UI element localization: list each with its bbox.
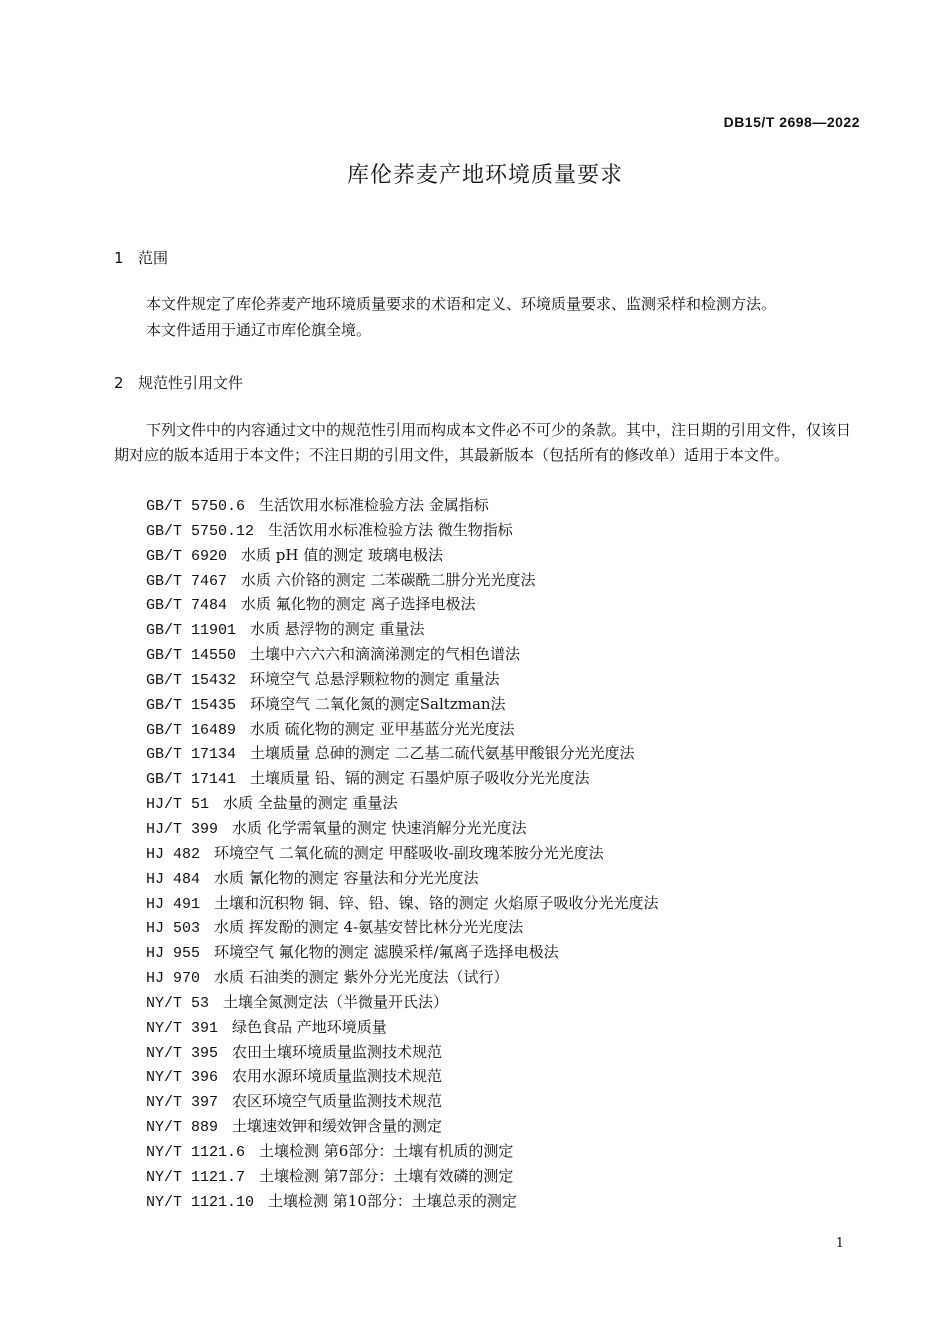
reference-item [146,617,659,642]
reference-title: 土壤质量 铅、镉的测定 石墨炉原子吸收分光光度法 [250,769,590,788]
reference-item [146,791,659,816]
section-heading-scope [114,247,168,268]
reference-code: NY/T 395 [146,1044,219,1062]
reference-list [146,493,659,1213]
reference-item [146,1040,659,1065]
scope-paragraph-2: 本文件适用于通辽市库伦旗全境。 [146,321,372,339]
reference-item [146,1015,659,1040]
reference-title: 农田土壤环境质量监测技术规范 [232,1042,443,1061]
reference-code: GB/T 5750.6 [146,498,246,515]
reference-code: NY/T 397 [146,1094,219,1112]
reference-code: HJ 970 [146,970,201,988]
reference-title: 土壤中六六六和滴滴涕测定的气相色谱法 [250,645,521,664]
reference-title: 水质 硫化物的测定 亚甲基蓝分光光度法 [250,719,515,738]
reference-item [146,1064,659,1089]
reference-title: 水质 全盐量的测定 重量法 [223,794,398,813]
reference-code: HJ 482 [146,845,201,863]
document-title: 库伦荞麦产地环境质量要求 [346,163,623,188]
reference-title: 土壤检测 第7部分：土壤有效磷的测定 [259,1166,514,1185]
reference-item [146,816,659,841]
reference-title: 土壤检测 第6部分：土壤有机质的测定 [259,1141,514,1160]
reference-title: 生活饮用水标准检验方法 金属指标 [259,496,489,514]
reference-code: HJ 484 [146,870,201,888]
document-code: DB15/T 2698—2022 [723,114,860,130]
reference-title: 生活饮用水标准检验方法 微生物指标 [268,520,513,539]
reference-item [146,667,659,692]
reference-code: NY/T 1121.7 [146,1168,246,1186]
section-heading-references [114,372,243,393]
reference-code: NY/T 396 [146,1069,219,1087]
scope-paragraph-1: 本文件规定了库伦荞麦产地环境质量要求的术语和定义、环境质量要求、监测采样和检测方法。 [146,295,777,313]
reference-title: 环境空气 二氧化硫的测定 甲醛吸收-副玫瑰苯胺分光光度法 [214,843,604,862]
reference-item [146,642,659,667]
reference-item [146,1089,659,1114]
reference-title: 农区环境空气质量监测技术规范 [232,1092,443,1111]
reference-code: GB/T 6920 [146,547,228,565]
reference-title: 环境空气 氟化物的测定 滤膜采样/氟离子选择电极法 [214,943,559,962]
reference-title: 土壤质量 总砷的测定 二乙基二硫代氨基甲酸银分光光度法 [250,744,635,763]
reference-item [146,841,659,866]
reference-item [146,990,659,1015]
reference-title: 水质 pH 值的测定 玻璃电极法 [241,545,444,564]
reference-item [146,717,659,742]
reference-item [146,692,659,717]
reference-code: NY/T 1121.6 [146,1143,246,1161]
reference-item [146,766,659,791]
reference-code: HJ 503 [146,920,201,938]
reference-code: NY/T 889 [146,1119,219,1137]
reference-code: GB/T 11901 [146,622,237,640]
reference-title: 环境空气 二氧化氮的测定Saltzman法 [250,694,506,713]
reference-title: 土壤检测 第10部分：土壤总汞的测定 [268,1191,517,1210]
reference-item [146,568,659,593]
reference-item [146,1114,659,1139]
reference-item [146,891,659,916]
section-number: 2 [114,374,124,392]
reference-code: GB/T 7484 [146,597,228,615]
reference-title: 土壤速效钾和缓效钾含量的测定 [232,1117,443,1136]
page-number: 1 [835,1236,844,1251]
reference-code: GB/T 5750.12 [146,522,255,540]
reference-item [146,493,659,518]
reference-title: 水质 挥发酚的测定 4-氨基安替比林分光光度法 [214,918,524,937]
reference-code: GB/T 7467 [146,572,228,590]
reference-item [146,1139,659,1164]
reference-code: GB/T 14550 [146,647,237,665]
reference-code: GB/T 17134 [146,746,237,764]
reference-title: 土壤全氮测定法（半微量开氏法） [223,992,449,1011]
reference-item [146,915,659,940]
reference-code: NY/T 53 [146,994,210,1012]
reference-code: NY/T 1121.10 [146,1193,255,1211]
reference-item [146,965,659,990]
reference-code: HJ 491 [146,895,201,913]
reference-code: GB/T 15435 [146,696,237,714]
reference-title: 水质 氰化物的测定 容量法和分光光度法 [214,868,479,887]
reference-title: 水质 化学需氧量的测定 快速消解分光光度法 [232,818,527,837]
reference-item [146,1164,659,1189]
reference-code: GB/T 17141 [146,771,237,789]
reference-title: 水质 石油类的测定 紫外分光光度法（试行） [214,968,509,987]
reference-item [146,518,659,543]
reference-title: 绿色食品 产地环境质量 [232,1017,387,1036]
reference-code: HJ/T 51 [146,796,210,814]
reference-title: 水质 六价铬的测定 二苯碳酰二肼分光光度法 [241,570,536,589]
reference-code: HJ 955 [146,945,201,963]
reference-item [146,940,659,965]
reference-title: 环境空气 总悬浮颗粒物的测定 重量法 [250,669,500,688]
reference-item [146,866,659,891]
section-title: 范围 [138,249,169,267]
reference-item [146,592,659,617]
reference-item [146,741,659,766]
section-title: 规范性引用文件 [138,374,244,392]
reference-code: GB/T 16489 [146,721,237,739]
reference-title: 水质 悬浮物的测定 重量法 [250,620,425,639]
reference-code: NY/T 391 [146,1019,219,1037]
reference-title: 水质 氟化物的测定 离子选择电极法 [241,595,476,614]
references-intro: 下列文件中的内容通过文中的规范性引用而构成本文件必不可少的条款。其中，注日期的引用文件，仅该日期对应的版本适用于本文件；不注日期的引用文件，其最新版本（包括所有的修改单）适用于本文件。 [114,421,852,464]
reference-code: HJ/T 399 [146,820,219,838]
reference-code: GB/T 15432 [146,671,237,689]
section-number: 1 [114,249,124,267]
reference-title: 农用水源环境质量监测技术规范 [232,1067,443,1086]
reference-title: 土壤和沉积物 铜、锌、铅、镍、铬的测定 火焰原子吸收分光光度法 [214,893,659,912]
reference-item [146,1189,659,1214]
reference-item [146,543,659,568]
